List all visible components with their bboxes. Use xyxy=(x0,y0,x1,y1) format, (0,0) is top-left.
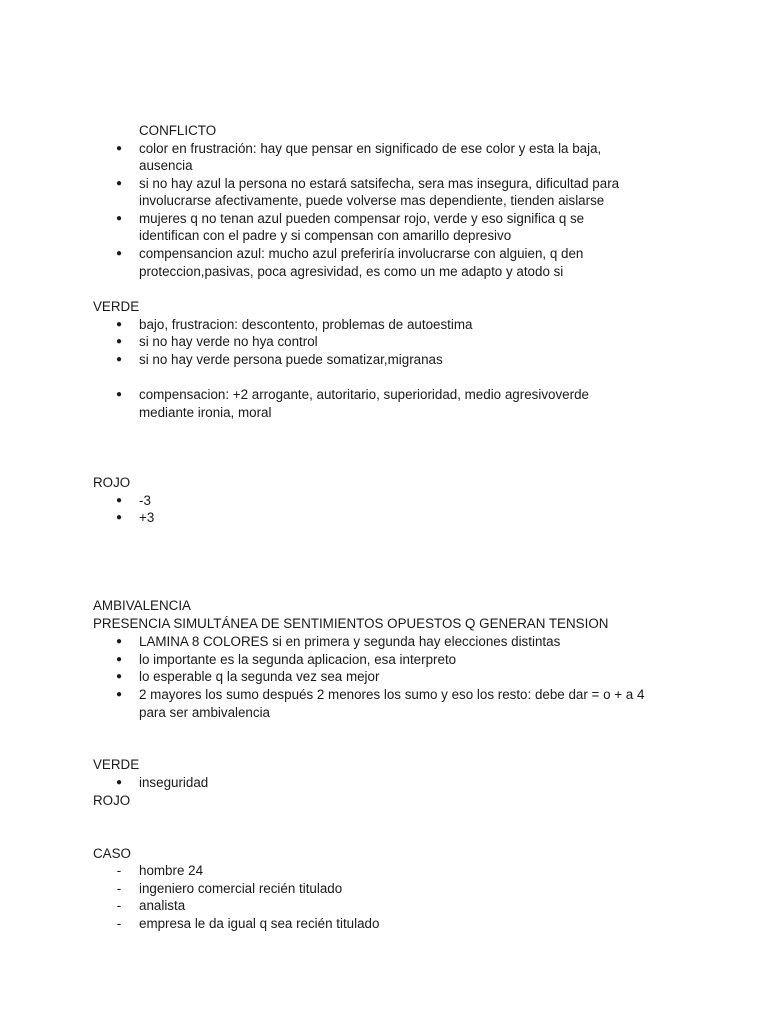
list-item: ingeniero comercial recién titulado xyxy=(139,881,343,896)
list-item: bajo, frustracion: descontento, problemas de autoestima xyxy=(139,317,473,332)
list-item: analista xyxy=(139,898,186,913)
list-item-continuation: identifican con el padre y si compensan con amarillo depresivo xyxy=(139,228,512,243)
bullet-icon: ● xyxy=(115,319,123,330)
list-item: LAMINA 8 COLORES si en primera y segunda hay elecciones distintas xyxy=(139,634,561,649)
list-item: lo importante es la segunda aplicacion, esa interpreto xyxy=(139,652,457,667)
bullet-icon: ● xyxy=(115,495,123,506)
list-item: si no hay verde no hya control xyxy=(139,334,318,349)
bullet-icon: ● xyxy=(115,389,123,400)
list-item: si no hay azul la persona no estará satsifecha, sera mas insegura, dificultad para xyxy=(139,176,620,191)
list-item: color en frustración: hay que pensar en significado de ese color y esta la baja, xyxy=(139,141,602,156)
dash-icon: - xyxy=(116,863,122,878)
rojo-heading: ROJO xyxy=(93,475,131,490)
caso-heading: CASO xyxy=(93,846,131,861)
bullet-icon: ● xyxy=(115,248,123,259)
list-item: compensancion azul: mucho azul preferiría involucrarse con alguien, q den xyxy=(139,246,584,261)
list-item: mujeres q no tenan azul pueden compensar rojo, verde y eso significa q se xyxy=(139,211,585,226)
list-item: inseguridad xyxy=(139,775,209,790)
ambivalencia-definition: PRESENCIA SIMULTÁNEA DE SENTIMIENTOS OPUESTOS Q GENERAN TENSION xyxy=(93,616,609,631)
list-item: 2 mayores los sumo después 2 menores los sumo y eso los resto: debe dar = o + a 4 xyxy=(139,687,645,702)
bullet-icon: ● xyxy=(115,654,123,665)
list-item-continuation: proteccion,pasivas, poca agresividad, es como un me adapto y atodo si xyxy=(139,264,564,279)
bullet-icon: ● xyxy=(115,336,123,347)
list-item-continuation: mediante ironia, moral xyxy=(139,405,272,420)
list-item: compensacion: +2 arrogante, autoritario, superioridad, medio agresivoverde xyxy=(139,387,589,402)
list-item: lo esperable q la segunda vez sea mejor xyxy=(139,669,380,684)
bullet-icon: ● xyxy=(115,689,123,700)
bullet-icon: ● xyxy=(115,354,123,365)
verde-heading: VERDE xyxy=(93,299,140,314)
bullet-icon: ● xyxy=(115,777,123,788)
list-item: -3 xyxy=(139,493,151,508)
dash-icon: - xyxy=(116,916,122,931)
bullet-icon: ● xyxy=(115,512,123,523)
rojo2-heading: ROJO xyxy=(93,793,131,808)
bullet-icon: ● xyxy=(115,636,123,647)
list-item: hombre 24 xyxy=(139,863,204,878)
bullet-icon: ● xyxy=(115,178,123,189)
verde2-heading: VERDE xyxy=(93,757,140,772)
list-item-continuation: involucrarse afectivamente, puede volverse mas dependiente, tienden aislarse xyxy=(139,193,605,208)
bullet-icon: ● xyxy=(115,143,123,154)
ambivalencia-heading: AMBIVALENCIA xyxy=(93,598,191,613)
conflicto-heading: CONFLICTO xyxy=(139,123,217,138)
dash-icon: - xyxy=(116,898,122,913)
list-item: si no hay verde persona puede somatizar,migranas xyxy=(139,352,443,367)
list-item: +3 xyxy=(139,510,155,525)
list-item-continuation: ausencia xyxy=(139,158,193,173)
bullet-icon: ● xyxy=(115,671,123,682)
bullet-icon: ● xyxy=(115,213,123,224)
list-item: empresa le da igual q sea recién titulado xyxy=(139,916,380,931)
dash-icon: - xyxy=(116,881,122,896)
list-item-continuation: para ser ambivalencia xyxy=(139,705,270,720)
